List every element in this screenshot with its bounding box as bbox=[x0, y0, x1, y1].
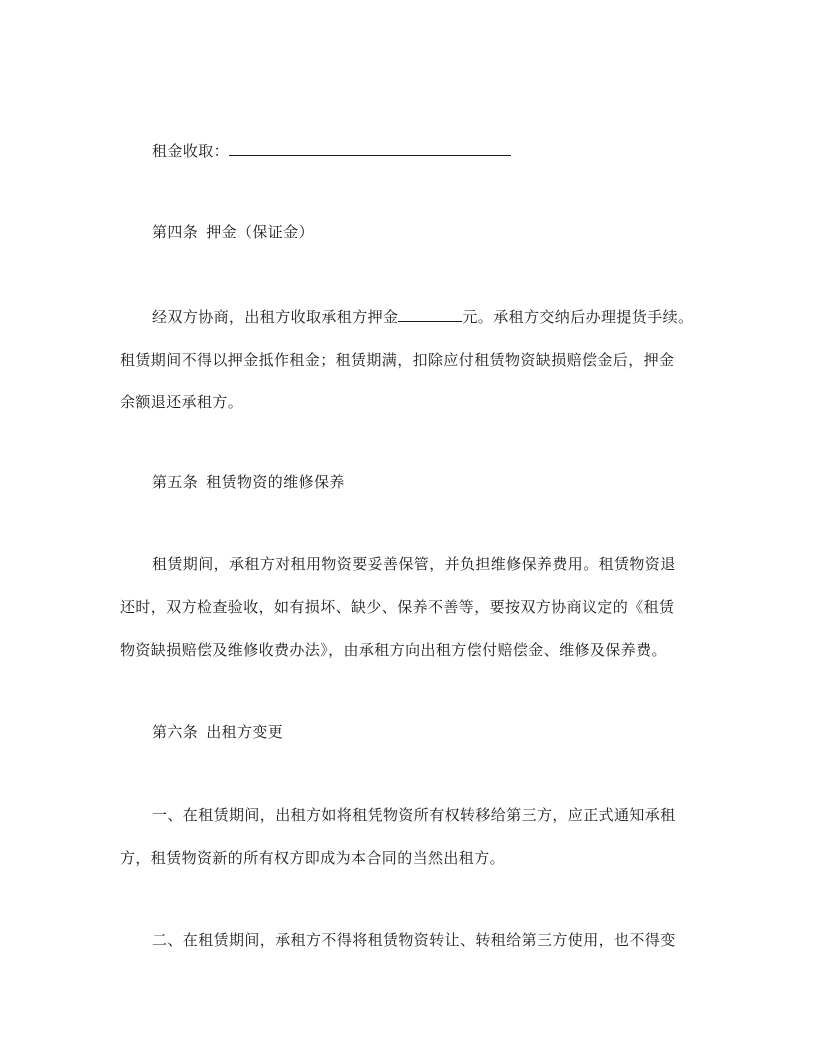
article-5-title: 租赁物资的维修保养 bbox=[206, 473, 345, 491]
article-6-item-1-line-1: 一、在租赁期间，出租方如将租凭物资所有权转移给第三方，应正式通知承租 bbox=[152, 806, 676, 824]
article-6-number: 第六条 bbox=[152, 723, 199, 741]
rent-collection-blank bbox=[229, 140, 511, 156]
article-4-paragraph-line-2: 租赁期间不得以押金抵作租金；租赁期满，扣除应付租赁物资缺损赔偿金后，押金 bbox=[120, 351, 675, 369]
article-4-title: 押金（保证金） bbox=[206, 223, 315, 241]
article-4-number: 第四条 bbox=[152, 223, 199, 241]
article-5-heading bbox=[152, 472, 345, 492]
article-5-paragraph-line-1: 租赁期间，承租方对租用物资要妥善保管，并负担维修保养费用。租赁物资退 bbox=[152, 555, 676, 573]
article-6-item-2-line-1: 二、在租赁期间，承租方不得将租赁物资转让、转租给第三方使用，也不得变 bbox=[152, 931, 676, 949]
rent-collection-label: 租金收取： bbox=[152, 142, 230, 160]
article-5-number: 第五条 bbox=[152, 473, 199, 491]
article-5-paragraph-line-2: 还时，双方检查验收，如有损坏、缺少、保养不善等，要按双方协商议定的《租赁 bbox=[120, 598, 675, 616]
article-5-paragraph-line-3: 物资缺损赔偿及维修收费办法》，由承租方向出租方偿付赔偿金、维修及保养费。 bbox=[120, 641, 667, 659]
article-4-paragraph-line-3: 余额退还承租方。 bbox=[120, 393, 244, 411]
article-6-item-1-line-2: 方，租赁物资新的所有权方即成为本合同的当然出租方。 bbox=[120, 849, 506, 867]
article-6-title: 出租方变更 bbox=[206, 723, 284, 741]
rent-collection-line bbox=[152, 140, 511, 161]
article-4-text-1b: 元。承租方交纳后办理提货手续。 bbox=[462, 308, 694, 326]
deposit-amount-blank bbox=[398, 306, 462, 322]
article-4-text-1a: 经双方协商，出租方收取承租方押金 bbox=[152, 308, 399, 326]
article-6-heading bbox=[152, 722, 283, 742]
article-4-paragraph-line-1 bbox=[152, 306, 693, 327]
article-4-heading bbox=[152, 222, 314, 242]
